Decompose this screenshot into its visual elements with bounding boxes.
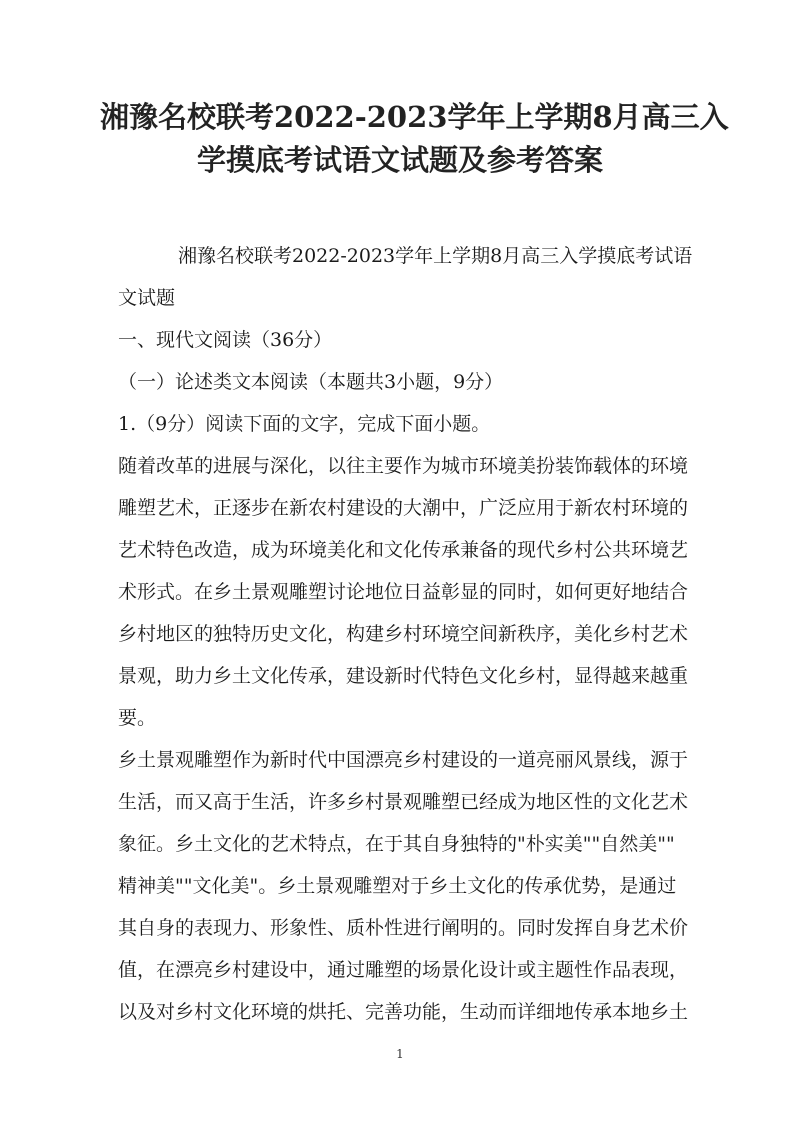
paragraph-2-line-4: 精神美""文化美"。乡土景观雕塑对于乡土文化的传承优势，是通过 (118, 875, 677, 897)
paragraph-2-line-2: 生活，而又高于生活，许多乡村景观雕塑已经成为地区性的文化艺术 (118, 791, 689, 813)
paragraph-2-line-5: 其自身的表现力、形象性、质朴性进行阐明的。同时发挥自身艺术价 (118, 917, 689, 939)
paragraph-1-line-6: 景观，助力乡土文化传承，建设新时代特色文化乡村，显得越来越重 (118, 665, 689, 687)
subsection-heading: （一）论述类文本阅读（本题共3小题，9分） (118, 371, 504, 393)
paragraph-2-line-1: 乡土景观雕塑作为新时代中国漂亮乡村建设的一道亮丽风景线，源于 (118, 749, 689, 771)
paragraph-1-line-5: 乡村地区的独特历史文化，构建乡村环境空间新秩序，美化乡村艺术 (118, 623, 689, 645)
section-heading: 一、现代文阅读（36分） (118, 329, 333, 351)
paragraph-1-line-3: 艺术特色改造，成为环境美化和文化传承兼备的现代乡村公共环境艺 (118, 539, 689, 561)
document-title-line-2: 学摸底考试语文试题及参考答案 (196, 143, 603, 177)
paragraph-1-line-4: 术形式。在乡土景观雕塑讨论地位日益彰显的同时，如何更好地结合 (118, 581, 689, 603)
document-title-line-1: 湘豫名校联考2022-2023学年上学期8月高三入 (100, 100, 729, 134)
intro-line-1: 湘豫名校联考2022-2023学年上学期8月高三入学摸底考试语 (178, 245, 693, 267)
paragraph-1-line-1: 随着改革的进展与深化，以往主要作为城市环境美扮装饰载体的环境 (118, 455, 689, 477)
paragraph-1-line-7: 要。 (118, 707, 157, 729)
question-heading: 1.（9分）阅读下面的文字，完成下面小题。 (118, 413, 491, 435)
page-number: 1 (396, 1047, 404, 1061)
paragraph-2-line-3: 象征。乡土文化的艺术特点，在于其自身独特的"朴实美""自然美"" (118, 833, 675, 855)
intro-line-2: 文试题 (118, 287, 176, 309)
paragraph-2-line-7: 以及对乡村文化环境的烘托、完善功能，生动而详细地传承本地乡土 (118, 1001, 689, 1023)
paragraph-2-line-6: 值，在漂亮乡村建设中，通过雕塑的场景化设计或主题性作品表现， (118, 959, 689, 981)
paragraph-1-line-2: 雕塑艺术，正逐步在新农村建设的大潮中，广泛应用于新农村环境的 (118, 497, 689, 519)
